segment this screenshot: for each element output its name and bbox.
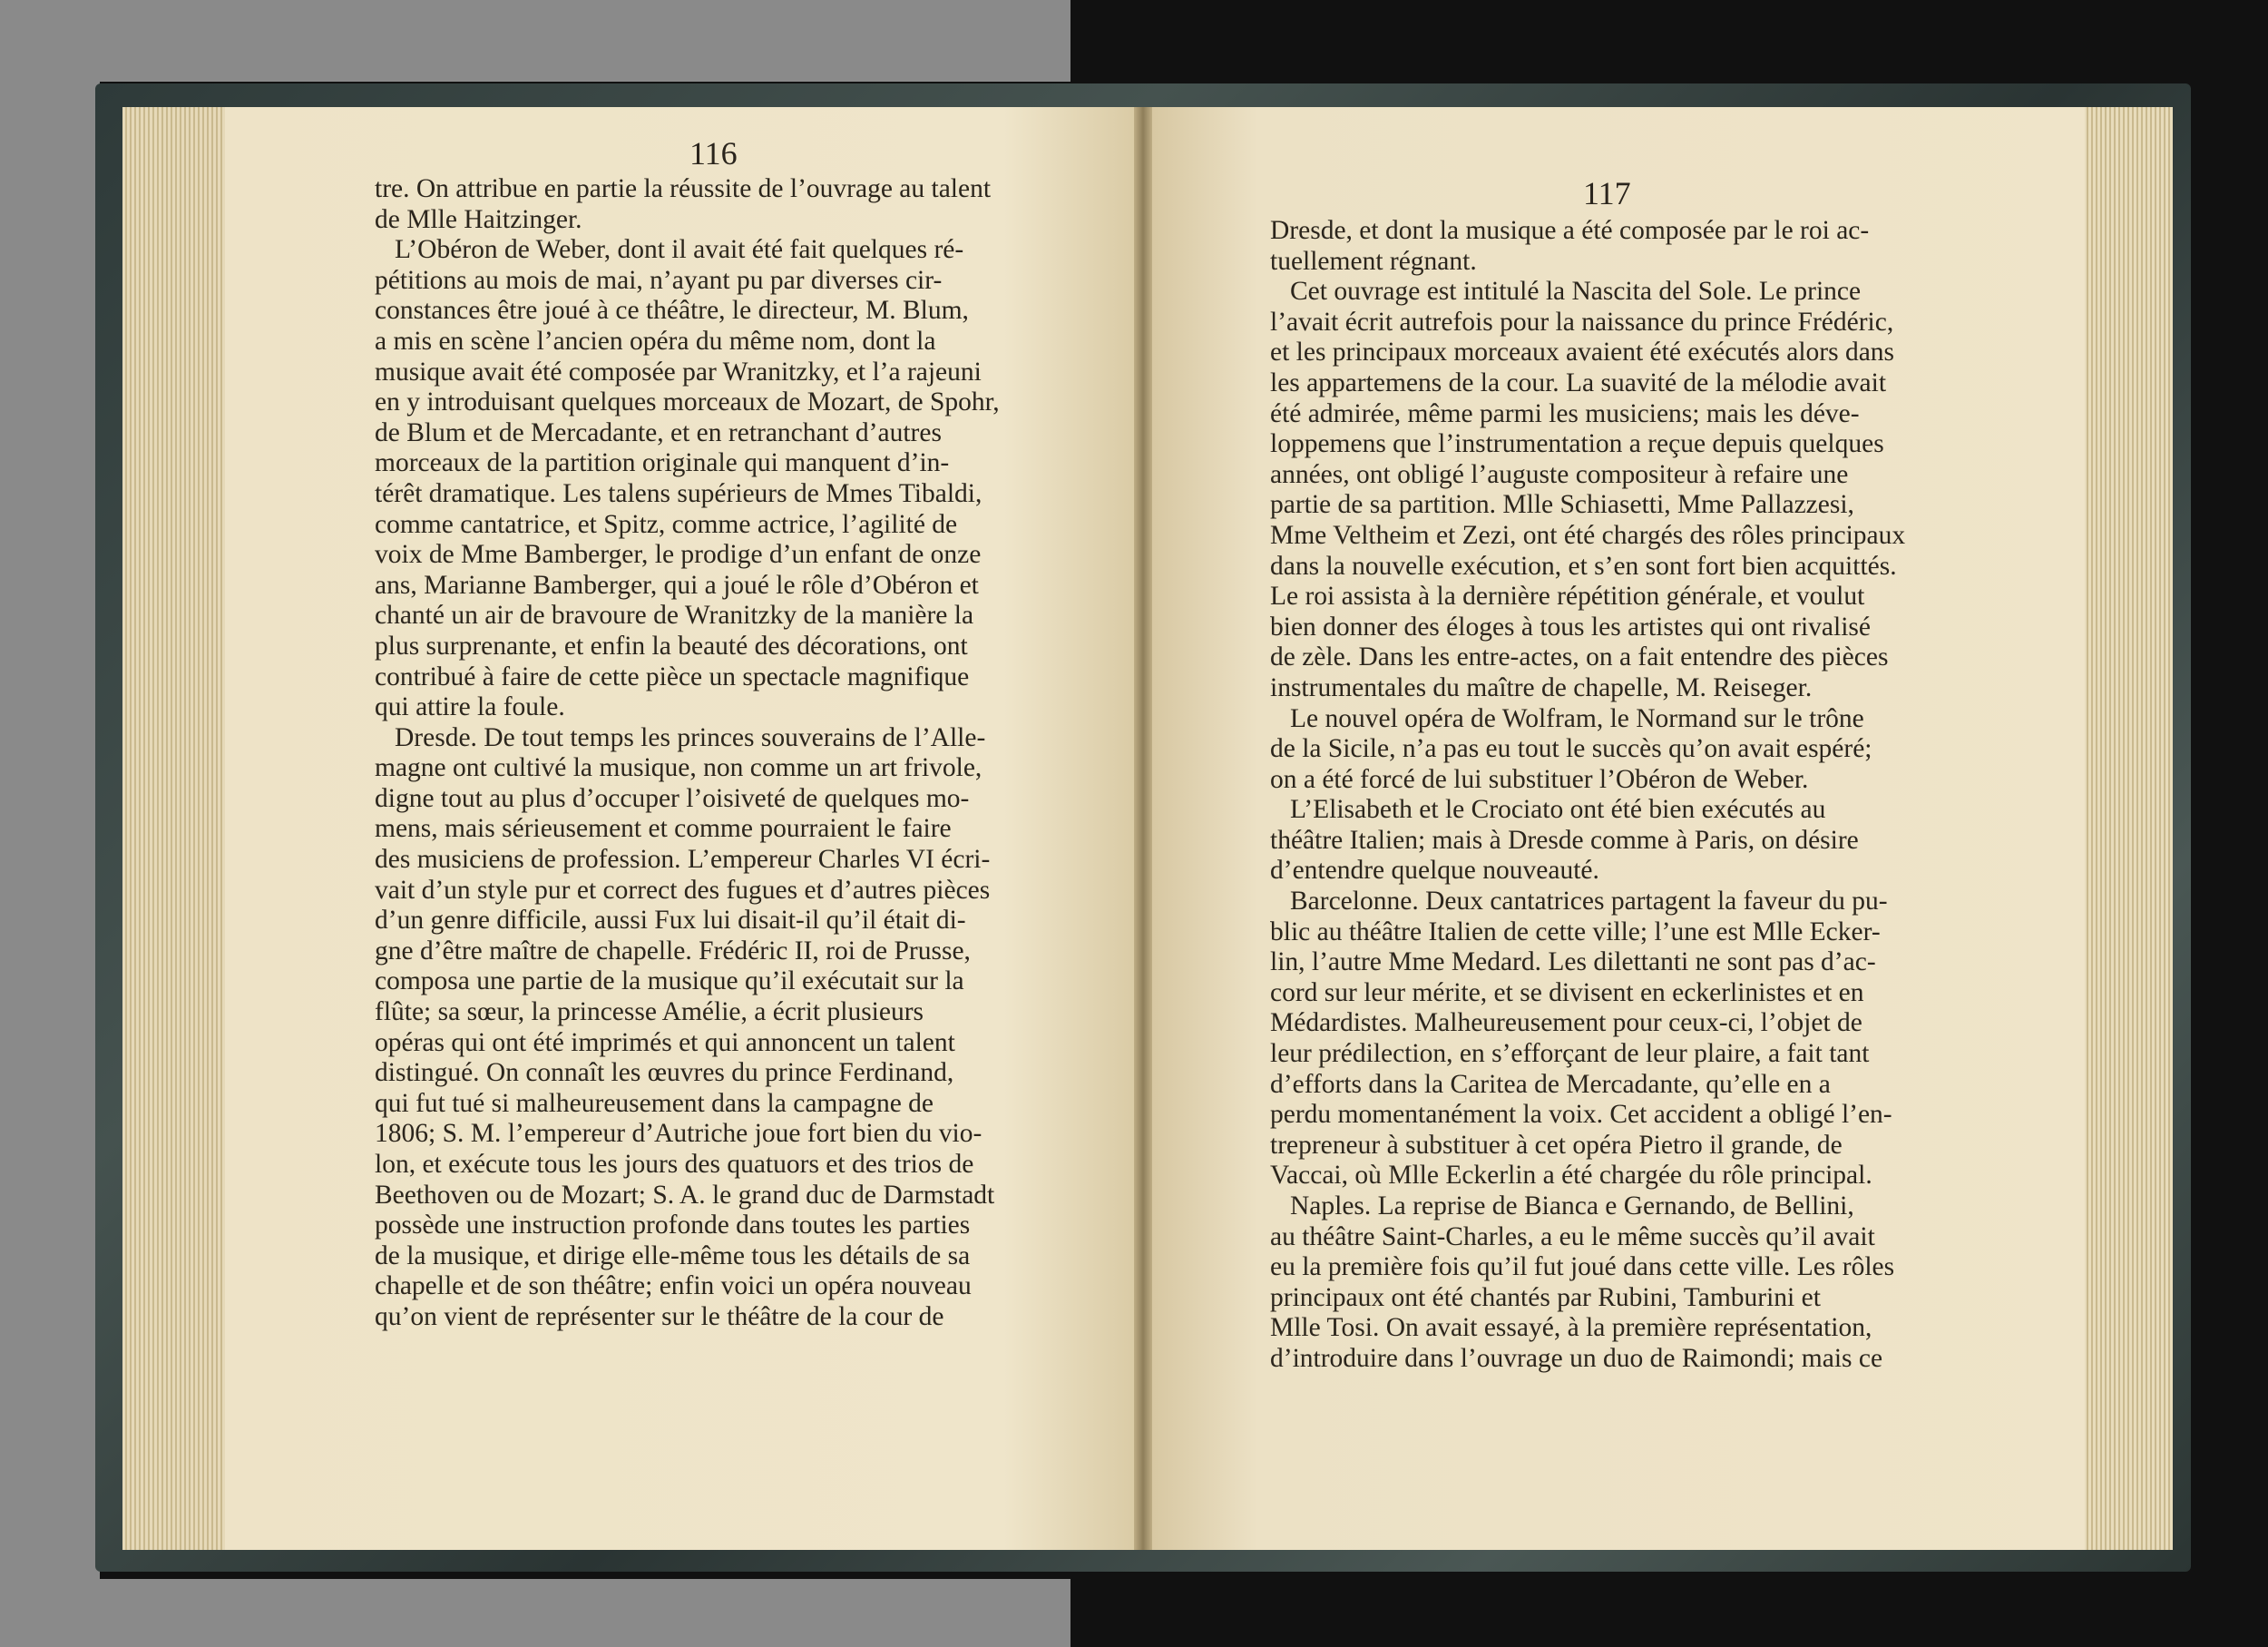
text-line: voix de Mme Bamberger, le prodige d’un enfant de onze: [375, 540, 982, 570]
text-line: L’Elisabeth et le Crociato ont été bien exécutés au: [1290, 795, 1826, 825]
text-line: qu’on vient de représenter sur le théâtre de la cour de: [375, 1301, 944, 1331]
text-line: bien donner des éloges à tous les artistes qui ont rivalisé: [1270, 612, 1871, 642]
left-page-number: 116: [689, 135, 738, 172]
text-line: de zèle. Dans les entre-actes, on a fait entendre des pièces: [1270, 642, 1889, 672]
text-line: qui fut tué si malheureusement dans la campagne de: [375, 1088, 934, 1118]
text-line: été admirée, même parmi les musiciens; mais les déve-: [1270, 398, 1860, 428]
text-line: loppemens que l’instrumentation a reçue depuis quelques: [1270, 429, 1884, 459]
text-line: cord sur leur mérite, et se divisent en eckerlinistes et en: [1270, 977, 1864, 1007]
background-bottom: [0, 1579, 1070, 1647]
text-line: distingué. On connaît les œuvres du prince Ferdinand,: [375, 1058, 954, 1088]
text-line: ans, Marianne Bamberger, qui a joué le rôle d’Obéron et: [375, 570, 979, 600]
text-line: l’avait écrit autrefois pour la naissance du prince Frédéric,: [1270, 307, 1894, 337]
text-line: lon, et exécute tous les jours des quatuors et des trios de: [375, 1150, 974, 1179]
text-line: Médardistes. Malheureusement pour ceux-ci, l’objet de: [1270, 1008, 1862, 1038]
text-line: des musiciens de profession. L’empereur Charles VI écri-: [375, 845, 991, 875]
text-line: Barcelonne. Deux cantatrices partagent la faveur du pu-: [1290, 887, 1888, 917]
page-edges-right: [2082, 107, 2173, 1550]
text-line: de la musique, et dirige elle-même tous les détails de sa: [375, 1240, 971, 1270]
background-left: [0, 0, 100, 1647]
text-line: blic au théâtre Italien de cette ville; l’une est Mlle Ecker-: [1270, 917, 1881, 946]
text-line: Dresde, et dont la musique a été composée par le roi ac-: [1270, 216, 1870, 245]
text-line: on a été forcé de lui substituer l’Obéron de Weber.: [1270, 764, 1809, 794]
text-line: au théâtre Saint-Charles, a eu le même succès qu’il avait: [1270, 1221, 1875, 1251]
text-line: d’efforts dans la Caritea de Mercadante, qu’elle en a: [1270, 1069, 1831, 1099]
text-line: principaux ont été chantés par Rubini, Tamburini et: [1270, 1282, 1821, 1312]
text-line: chanté un air de bravoure de Wranitzky de la manière la: [375, 601, 974, 631]
text-line: Dresde. De tout temps les princes souverains de l’Alle-: [395, 722, 986, 752]
text-line: digne tout au plus d’occuper l’oisiveté de quelques mo-: [375, 783, 970, 813]
text-line: lin, l’autre Mme Medard. Les dilettanti ne sont pas d’ac-: [1270, 947, 1876, 977]
text-line: pétitions au mois de mai, n’ayant pu par diverses cir-: [375, 265, 943, 295]
text-line: térêt dramatique. Les talens supérieurs de Mmes Tibaldi,: [375, 478, 982, 508]
text-line: comme cantatrice, et Spitz, comme actrice, l’agilité de: [375, 509, 958, 539]
left-page-text: [375, 174, 1044, 1333]
text-line: et les principaux morceaux avaient été exécutés alors dans: [1270, 338, 1895, 368]
text-line: partie de sa partition. Mlle Schiasetti, Mme Pallazzesi,: [1270, 490, 1854, 520]
text-line: opéras qui ont été imprimés et qui annoncent un talent: [375, 1027, 955, 1057]
text-line: tre. On attribue en partie la réussite de l’ouvrage au talent: [375, 174, 992, 203]
text-line: magne ont cultivé la musique, non comme un art frivole,: [375, 753, 982, 783]
text-line: d’entendre quelque nouveauté.: [1270, 856, 1599, 886]
text-line: d’introduire dans l’ouvrage un duo de Raimondi; mais ce: [1270, 1343, 1883, 1373]
text-line: théâtre Italien; mais à Dresde comme à Paris, on désire: [1270, 825, 1859, 855]
text-line: composa une partie de la musique qu’il exécutait sur la: [375, 966, 964, 996]
text-line: Le nouvel opéra de Wolfram, le Normand sur le trône: [1290, 703, 1864, 733]
text-line: d’un genre difficile, aussi Fux lui disait-il qu’il était di-: [375, 906, 966, 936]
text-line: chapelle et de son théâtre; enfin voici un opéra nouveau: [375, 1271, 972, 1301]
text-line: perdu momentanément la voix. Cet accident a obligé l’en-: [1270, 1100, 1892, 1130]
right-page-text: [1270, 216, 1960, 1375]
text-line: de Mlle Haitzinger.: [375, 204, 582, 234]
text-line: Beethoven ou de Mozart; S. A. le grand duc de Darmstadt: [375, 1180, 995, 1210]
text-line: plus surprenante, et enfin la beauté des décorations, ont: [375, 631, 968, 661]
text-line: trepreneur à substituer à cet opéra Pietro il grande, de: [1270, 1130, 1843, 1160]
text-line: Vaccai, où Mlle Eckerlin a été chargée du rôle principal.: [1270, 1161, 1872, 1191]
text-line: L’Obéron de Weber, dont il avait été fait quelques ré-: [395, 235, 964, 265]
text-line: flûte; sa sœur, la princesse Amélie, a écrit plusieurs: [375, 997, 924, 1027]
text-line: possède une instruction profonde dans toutes les parties: [375, 1211, 971, 1240]
text-line: contribué à faire de cette pièce un spectacle magnifique: [375, 662, 970, 691]
text-line: mens, mais sérieusement et comme pourraient le faire: [375, 814, 952, 844]
text-line: Naples. La reprise de Bianca e Gernando, de Bellini,: [1290, 1191, 1854, 1221]
text-line: Le roi assista à la dernière répétition générale, et voulut: [1270, 582, 1865, 612]
text-line: eu la première fois qu’il fut joué dans cette ville. Les rôles: [1270, 1252, 1895, 1282]
right-page-number: 117: [1583, 175, 1631, 211]
text-line: en y introduisant quelques morceaux de Mozart, de Spohr,: [375, 387, 1000, 417]
text-line: tuellement régnant.: [1270, 246, 1477, 276]
text-line: de Blum et de Mercadante, et en retranchant d’autres: [375, 417, 942, 447]
text-line: Mlle Tosi. On avait essayé, à la première représentation,: [1270, 1313, 1872, 1343]
text-line: musique avait été composée par Wranitzky, et l’a rajeuni: [375, 357, 982, 387]
text-line: morceaux de la partition originale qui manquent d’in-: [375, 448, 950, 478]
background-top: [0, 0, 1070, 82]
text-line: gne d’être maître de chapelle. Frédéric II, roi de Prusse,: [375, 936, 971, 966]
text-line: de la Sicile, n’a pas eu tout le succès qu’on avait espéré;: [1270, 734, 1872, 764]
text-line: leur prédilection, en s’efforçant de leur plaire, a fait tant: [1270, 1039, 1870, 1069]
text-line: dans la nouvelle exécution, et s’en sont fort bien acquittés.: [1270, 551, 1897, 581]
text-line: années, ont obligé l’auguste compositeur à refaire une: [1270, 459, 1849, 489]
book-gutter: [1134, 107, 1152, 1550]
text-line: Cet ouvrage est intitulé la Nascita del Sole. Le prince: [1290, 277, 1862, 307]
text-line: Mme Veltheim et Zezi, ont été chargés des rôles principaux: [1270, 520, 1906, 550]
text-line: instrumentales du maître de chapelle, M. Reiseger.: [1270, 672, 1813, 702]
text-line: les appartemens de la cour. La suavité de la mélodie avait: [1270, 368, 1887, 397]
text-line: constances être joué à ce théâtre, le directeur, M. Blum,: [375, 296, 969, 326]
text-line: qui attire la foule.: [375, 692, 565, 722]
text-line: a mis en scène l’ancien opéra du même nom, dont la: [375, 326, 936, 356]
text-line: vait d’un style pur et correct des fugues et d’autres pièces: [375, 875, 991, 905]
page-edges-left: [122, 107, 227, 1550]
text-line: 1806; S. M. l’empereur d’Autriche joue fort bien du vio-: [375, 1119, 982, 1149]
